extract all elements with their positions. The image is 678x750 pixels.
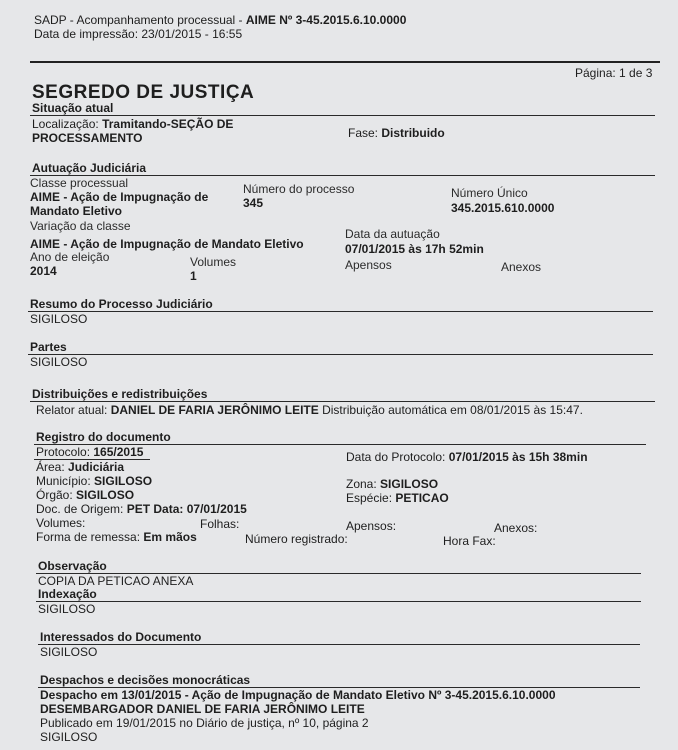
section-heading-distribuicoes: Distribuições e redistribuições (32, 387, 208, 401)
volumes-value: 1 (190, 269, 197, 283)
relator-label: Relator atual: (36, 403, 108, 417)
apensos-label: Apensos (345, 258, 392, 272)
indexacao-value: SIGILOSO (38, 602, 96, 616)
protocolo-row (36, 446, 143, 459)
reg-apensos-label: Apensos: (346, 519, 397, 533)
numero-value: 345 (243, 196, 264, 210)
system-name: SADP - Acompanhamento processual - (34, 13, 246, 27)
page-indicator: Página: 1 de 3 (575, 66, 653, 80)
reg-anexos-label: Anexos: (494, 521, 538, 535)
divider (38, 644, 640, 645)
localizacao-value: Tramitando-SEÇÃO DE (102, 117, 234, 131)
zona-label: Zona: (346, 477, 377, 491)
hora-fax-label: Hora Fax: (443, 534, 496, 548)
data-protocolo-row (346, 451, 588, 464)
fase-value: Distribuido (381, 126, 445, 140)
volumes-label: Volumes (190, 255, 237, 269)
section-heading-partes: Partes (30, 340, 67, 354)
data-protocolo-label: Data do Protocolo: (346, 450, 446, 464)
ano-eleicao-value: 2014 (30, 264, 57, 278)
despacho-author: DESEMBARGADOR DANIEL DE FARIA JERÔNIMO LEITE (40, 702, 365, 716)
numero-unico-value: 345.2015.610.0000 (451, 201, 555, 215)
variacao-label: Variação da classe (30, 219, 131, 233)
reg-folhas-label: Folhas: (200, 517, 240, 531)
divider (28, 311, 653, 312)
anexos-label: Anexos (501, 260, 542, 274)
divider (36, 601, 641, 602)
observacao-value: COPIA DA PETICAO ANEXA (38, 574, 194, 588)
orgao-value: SIGILOSO (76, 488, 135, 502)
section-heading-interessados: Interessados do Documento (40, 630, 202, 644)
ano-eleicao-label: Ano de eleição (30, 250, 110, 264)
data-autuacao-value: 07/01/2015 às 17h 52min (345, 242, 484, 256)
especie-value: PETICAO (395, 491, 449, 505)
area-value: Judiciária (68, 460, 125, 474)
relator-row (36, 404, 583, 417)
resumo-value: SIGILOSO (30, 312, 88, 326)
origem-label: Doc. de Origem: (36, 502, 124, 516)
municipio-label: Município: (36, 474, 91, 488)
interessados-value: SIGILOSO (40, 645, 98, 659)
data-autuacao-label: Data da autuação (345, 227, 440, 241)
section-heading-registro: Registro do documento (36, 430, 171, 444)
numero-registrado-label: Número registrado: (245, 532, 348, 546)
data-protocolo-value: 07/01/2015 às 15h 38min (448, 450, 588, 464)
distribuicao-info: Distribuição automática em 08/01/2015 às 15:47. (322, 403, 583, 417)
variacao-value: AIME - Ação de Impugnação de Mandato Eletivo (30, 237, 304, 251)
origem-row (36, 503, 247, 516)
section-heading-situacao: Situação atual (32, 101, 114, 115)
zona-row (346, 478, 438, 491)
area-label: Área: (36, 460, 65, 474)
municipio-value: SIGILOSO (94, 474, 153, 488)
orgao-row (36, 489, 134, 502)
area-row (36, 461, 124, 474)
numero-label: Número do processo (243, 182, 355, 196)
section-heading-resumo: Resumo do Processo Judiciário (30, 297, 213, 311)
orgao-label: Órgão: (36, 488, 73, 502)
municipio-row (36, 475, 152, 488)
localizacao-value-cont: PROCESSAMENTO (32, 131, 143, 145)
case-number: AIME Nº 3-45.2015.6.10.0000 (245, 13, 407, 27)
remessa-label: Forma de remessa: (36, 530, 141, 544)
protocolo-label: Protocolo: (36, 445, 91, 459)
despacho-title: Despacho em 13/01/2015 - Ação de Impugnação de Mandato Eletivo Nº 3-45.2015.6.10.0000 (40, 688, 556, 702)
section-heading-observacao: Observação (38, 559, 107, 573)
especie-label: Espécie: (346, 491, 393, 505)
fase-label: Fase: (348, 126, 379, 140)
section-heading-despachos: Despachos e decisões monocráticas (40, 673, 251, 687)
header-divider (30, 61, 660, 63)
protocolo-value: 165/2015 (93, 445, 144, 459)
system-header (34, 14, 406, 27)
zona-value: SIGILOSO (380, 477, 439, 491)
remessa-row (36, 531, 197, 544)
partes-value: SIGILOSO (30, 355, 88, 369)
print-date: Data de impressão: 23/01/2015 - 16:55 (34, 27, 243, 41)
section-heading-indexacao: Indexação (38, 587, 97, 601)
reg-volumes-label: Volumes: (36, 516, 86, 530)
remessa-value: Em mãos (143, 530, 197, 544)
numero-unico-label: Número Único (451, 186, 528, 200)
despacho-publicacao: Publicado em 19/01/2015 no Diário de justiça, nº 10, página 2 (40, 716, 369, 730)
page-title: SEGREDO DE JUSTIÇA (32, 82, 255, 103)
classe-value: AIME - Ação de Impugnação de (30, 190, 209, 204)
classe-value-cont: Mandato Eletivo (30, 204, 123, 218)
divider (30, 115, 655, 116)
fase-row (348, 127, 445, 140)
especie-row (346, 492, 449, 505)
section-heading-autuacao: Autuação Judiciária (32, 161, 147, 175)
divider (30, 401, 655, 402)
despacho-conteudo: SIGILOSO (40, 730, 98, 744)
localizacao-row (32, 118, 233, 131)
relator-value: DANIEL DE FARIA JERÔNIMO LEITE (110, 403, 319, 417)
localizacao-label: Localização: (32, 117, 99, 131)
classe-label: Classe processual (30, 176, 129, 190)
origem-value: PET Data: 07/01/2015 (126, 502, 247, 516)
divider (28, 354, 653, 355)
